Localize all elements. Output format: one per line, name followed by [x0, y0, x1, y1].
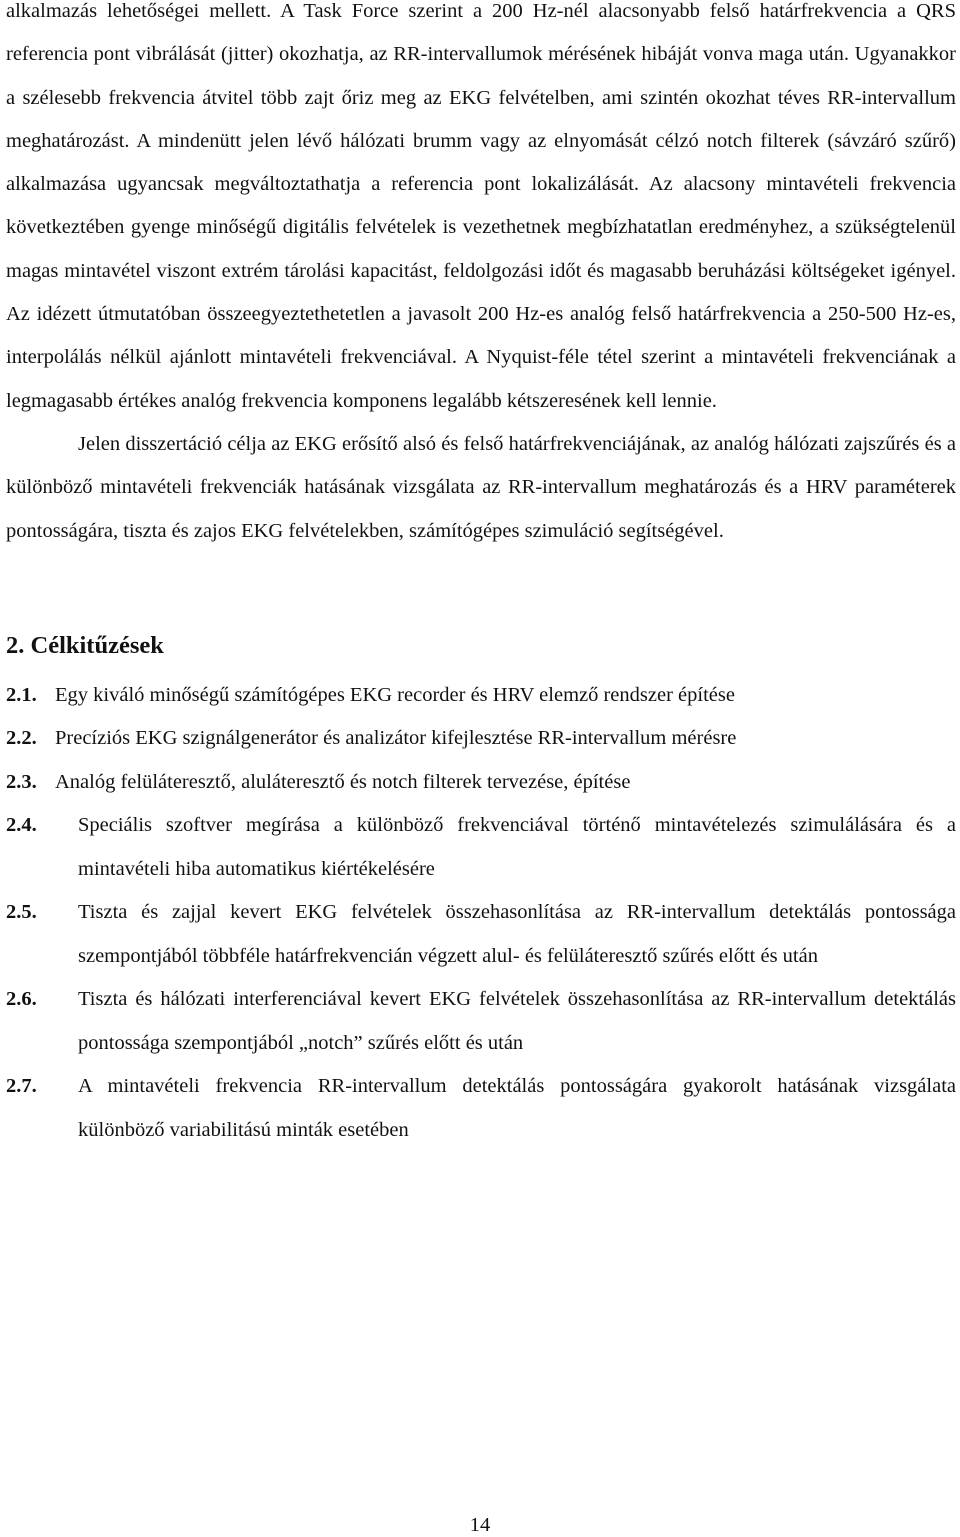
body-paragraph-1: alkalmazás lehetőségei mellett. A Task Force szerint a 200 Hz-nél alacsonyabb felső határfrekvencia a QRS referencia pont vibrálását (jitter) okozhatja, az RR-intervallumok mérésének hibáját vonva maga után. Ugyanakkor a szélesebb frekvencia átvitel több zajt őriz meg az EKG felvételben, ami szintén okozhat téves RR-intervallum meghatározást. A mindenütt jelen lévő hálózati brumm vagy az elnyomását célzó notch filterek (sávzáró szűrő) alkalmazása ugyancsak megváltoztathatja a referencia pont lokalizálását. Az alacsony mintavételi frekvencia következtében gyenge minőségű digitális felvételek is vezethetnek megbízhatatlan eredményhez, a szükségtelenül magas mintavétel viszont extrém tárolási kapacitást, feldolgozási időt és magasabb beruházási költségeket igényel. Az idézett útmutatóban összeegyeztethetetlen a javasolt 200 Hz-es analóg felső határfrekvencia a 250-500 Hz-es, interpolálás nélkül ajánlott mintavételi frekvenciával. A Nyquist-féle tétel szerint a mintavételi frekvenciának a legmagasabb értékes analóg frekvencia komponens legalább kétszeresének kell lennie. [6, 0, 956, 412]
objectives-list [6, 674, 956, 1153]
body-paragraph-2: Jelen disszertáció célja az EKG erősítő alsó és felső határfrekvenciájának, az analóg hálózati zajszűrés és a különböző mintavételi frekvenciák hatásának vizsgálata az RR-intervallum meghatározás és a HRV paraméterek pontosságára, tiszta és zajos EKG felvételekben, számítógépes szimuláció segítségével. [6, 432, 956, 542]
objective-number: 2.4. [6, 814, 37, 837]
objective-item [6, 674, 956, 718]
page-number: 14 [469, 1514, 491, 1536]
objective-number: 2.1. [6, 683, 37, 706]
objective-item [6, 717, 956, 761]
objective-item [6, 761, 956, 805]
document-page [6, 0, 956, 1152]
objective-item [6, 804, 956, 891]
objective-text: Precíziós EKG szignálgenerátor és analizátor kifejlesztése RR-intervallum mérésre [55, 727, 737, 750]
objective-item [6, 978, 956, 1065]
objective-number: 2.2. [6, 727, 37, 750]
objective-item [6, 891, 956, 978]
objective-item [6, 1065, 956, 1152]
objective-text: Speciális szoftver megírása a különböző frekvenciával történő mintavételezés szimulálására és a mintavételi hiba automatikus kiértékelésére [78, 814, 956, 880]
section-heading: 2. Célkitűzések [6, 631, 164, 659]
objective-text: Egy kiváló minőségű számítógépes EKG recorder és HRV elemző rendszer építése [55, 683, 735, 706]
objective-number: 2.6. [6, 988, 37, 1011]
objective-text: Analóg felüláteresztő, aluláteresztő és notch filterek tervezése, építése [55, 770, 631, 793]
objective-number: 2.3. [6, 770, 37, 793]
objective-text: Tiszta és hálózati interferenciával kevert EKG felvételek összehasonlítása az RR-intervallum detektálás pontossága szempontjából „notch” szűrés előtt és után [78, 988, 956, 1054]
objective-text: Tiszta és zajjal kevert EKG felvételek összehasonlítása az RR-intervallum detektálás pontossága szempontjából többféle határfrekvencián végzett alul- és felüláteresztő szűrés előtt és után [78, 901, 956, 967]
objective-text: A mintavételi frekvencia RR-intervallum detektálás pontosságára gyakorolt hatásának vizsgálata különböző variabilitású minták esetében [78, 1075, 956, 1141]
objective-number: 2.7. [6, 1075, 37, 1098]
objective-number: 2.5. [6, 901, 37, 924]
